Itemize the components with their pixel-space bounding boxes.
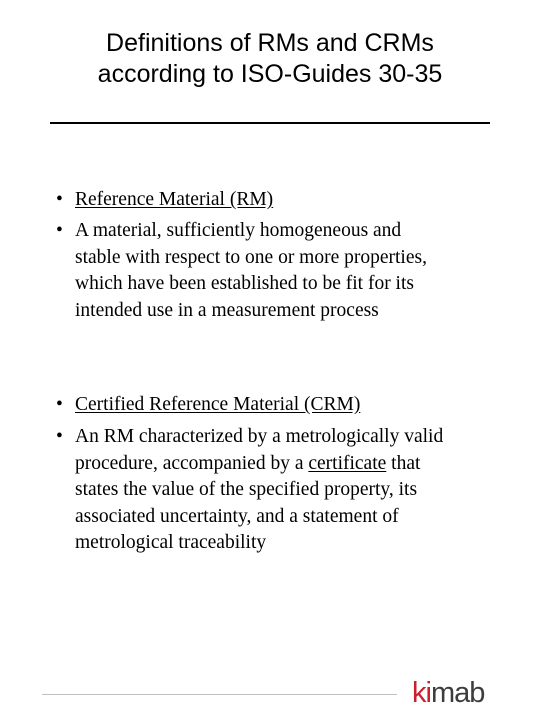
crm-definition-line: associated uncertainty, and a statement of	[75, 505, 399, 527]
kimab-logo	[412, 676, 484, 710]
crm-heading-item	[56, 392, 512, 419]
logo-part-ki: ki	[412, 677, 431, 709]
crm-heading: Certified Reference Material (CRM)	[75, 394, 361, 415]
rm-definition-item	[56, 218, 512, 324]
rm-heading-item	[56, 187, 512, 214]
slide-title-line: Definitions of RMs and CRMs	[106, 29, 434, 57]
crm-definition-line	[75, 451, 512, 478]
bullet-dot: •	[56, 189, 63, 210]
crm-definition	[75, 424, 512, 557]
bullet-dot: •	[56, 426, 63, 447]
rm-definition	[75, 218, 512, 324]
title-divider	[50, 122, 490, 124]
crm-definition-item	[56, 424, 512, 557]
slide-title	[20, 28, 520, 90]
crm-definition-line: metrological traceability	[75, 532, 267, 553]
crm-definition-text: that	[386, 452, 421, 474]
crm-definition-line: An RM characterized by a metrologically valid	[75, 426, 444, 447]
rm-definition-line: intended use in a measurement process	[75, 299, 379, 321]
rm-heading: Reference Material (RM)	[75, 189, 274, 210]
crm-definition-text: procedure, accompanied by a	[75, 452, 309, 474]
bullet-dot: •	[56, 394, 63, 415]
rm-definition-line: which have been established to be fit for its	[75, 273, 414, 294]
rm-definition-line: stable with respect to one or more properties,	[75, 246, 427, 268]
crm-definition-line: states the value of the specified property, its	[75, 479, 418, 500]
bullet-dot: •	[56, 220, 63, 241]
certificate-term: certificate	[308, 452, 387, 474]
footer-divider	[42, 694, 397, 695]
rm-definition-line: A material, sufficiently homogeneous and	[75, 220, 402, 241]
logo-part-mab: mab	[430, 677, 485, 709]
slide-title-line: according to ISO-Guides 30-35	[97, 60, 443, 88]
